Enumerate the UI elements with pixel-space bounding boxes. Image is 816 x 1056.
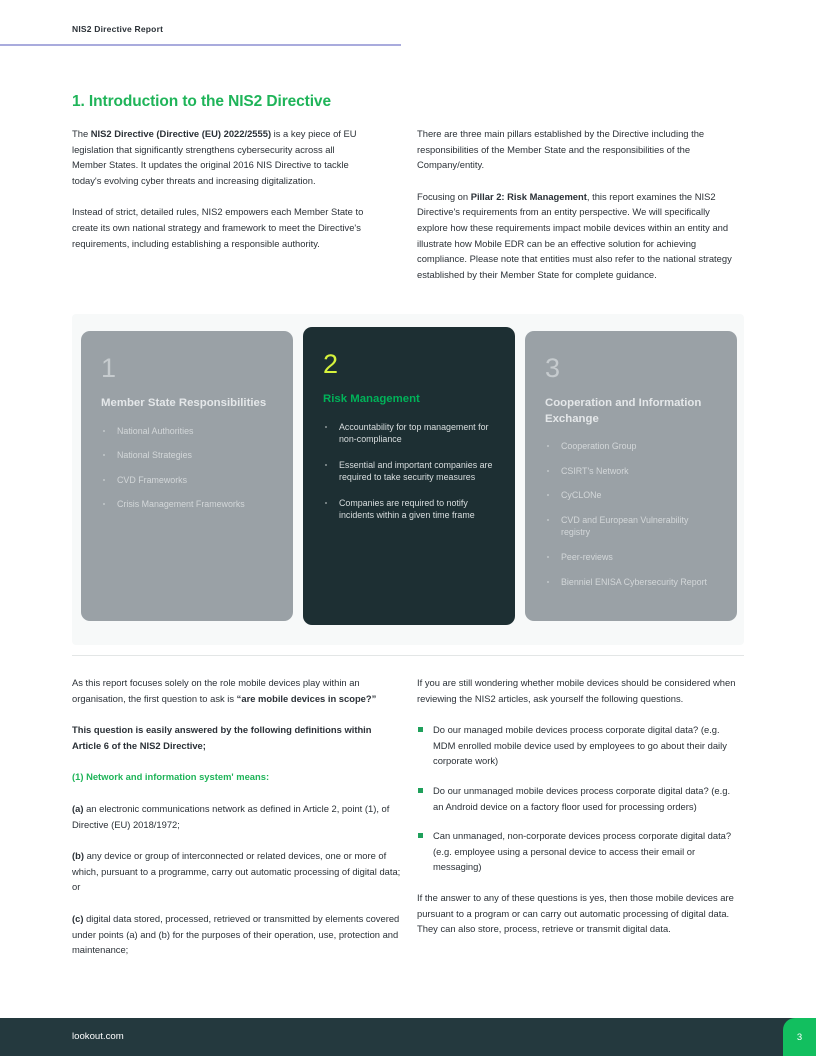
pillar-list-item-label: CSIRT's Network	[561, 465, 629, 476]
question-list-item	[417, 828, 739, 875]
bullet-dot-icon	[547, 519, 549, 521]
pillar-list-item	[101, 425, 273, 438]
paragraph	[72, 801, 402, 832]
bullet-dot-icon	[103, 454, 105, 456]
pillar-list-item-label: Companies are required to notify incidents within a given time frame	[339, 497, 475, 521]
pillar-list-item	[323, 459, 495, 484]
body-text: is a key piece of EU legislation that significantly strengthens cybersecurity across all Member States. It updates the original 2016 NIS Directive to tackle today's evolving cyber threats and increasing digitalization.	[72, 128, 357, 186]
bullet-dot-icon	[325, 464, 327, 466]
paragraph	[72, 204, 369, 251]
pillar-card-1	[81, 331, 293, 621]
body-text: , this report examines the NIS2 Directive's requirements from an entity perspective. We will specifically explore how these requirements impact mobile devices within an entity and illustrate how Mobile EDR can be an effective solution for achieving compliance. Please note that entities must also refer to the national strategy established by their Member State for complete guidance.	[417, 190, 732, 280]
bullet-dot-icon	[547, 445, 549, 447]
pillar-item-list	[323, 421, 495, 523]
pillar-list-item-label: Bienniel ENISA Cybersecurity Report	[561, 576, 708, 587]
paragraph	[72, 675, 402, 706]
bullet-dot-icon	[103, 430, 105, 432]
body-text: digital data stored, processed, retrieved or transmitted by elements covered under points (a) and (b) for the purposes of their operation, use, protection and maintenance;	[72, 912, 400, 956]
question-text: Do our unmanaged mobile devices process corporate digital data? (e.g. an Android device on a factory floor used for processing orders)	[433, 784, 731, 812]
bullet-dot-icon	[325, 502, 327, 504]
pillar-list-item-label: CyCLONe	[561, 490, 602, 501]
question-list-item	[417, 783, 739, 814]
pillar-item-list	[545, 440, 717, 588]
definitions-column	[72, 675, 402, 958]
bullet-square-icon	[418, 833, 423, 838]
pillar-list-item	[101, 474, 273, 487]
pillar-item-list	[101, 425, 273, 511]
page-footer	[0, 1018, 816, 1056]
pillar-title: Risk Management	[323, 393, 420, 405]
pillar-list-item-label: CVD and European Vulnerability registry	[561, 514, 689, 538]
pillar-list-item-label: Crisis Management Frameworks	[117, 499, 245, 510]
report-header-label: NIS2 Directive Report	[72, 24, 164, 34]
pillar-list-item-label: CVD Frameworks	[117, 474, 188, 485]
question-text: Do our managed mobile devices process corporate digital data? (e.g. MDM enrolled mobile device used by employees to go about their daily corporate work)	[433, 724, 727, 767]
pillar-list-item	[323, 497, 495, 522]
bullet-square-icon	[418, 727, 423, 732]
footer-site-label: lookout.com	[72, 1031, 124, 1042]
intro-left-column	[72, 126, 369, 251]
definition-heading: (1) Network and information system' means:	[72, 771, 270, 783]
bullet-square-icon	[418, 788, 423, 793]
pillar-list-item-label: Accountability for top management for non-compliance	[339, 421, 489, 445]
body-text: any device or group of interconnected or related devices, one or more of which, pursuant to a programme, carry out automatic processing of digital data; or	[72, 850, 401, 893]
body-text: Instead of strict, detailed rules, NIS2 empowers each Member State to create its own national strategy and framework to meet the Directive's requirements, including establishing a responsible authority.	[72, 206, 364, 249]
questions-list	[417, 722, 739, 875]
page-title: 1. Introduction to the NIS2 Directive	[72, 93, 331, 110]
pillars-band	[72, 314, 744, 645]
paragraph	[417, 126, 739, 173]
body-text: There are three main pillars established by the Directive including the responsibilities of the Member State and the responsibilities of the Company/entity.	[417, 128, 705, 171]
body-text: Focusing on	[417, 190, 471, 202]
paragraph	[72, 722, 402, 753]
pillar-number: 2	[323, 349, 339, 379]
pillar-list-item	[545, 465, 717, 478]
questions-column	[417, 675, 739, 937]
paragraph	[72, 126, 369, 188]
bullet-dot-icon	[547, 581, 549, 583]
bullet-dot-icon	[325, 426, 327, 428]
pillar-list-item	[545, 551, 717, 564]
emphasis-text: (a)	[72, 802, 84, 814]
intro-right-column	[417, 126, 739, 282]
pillar-list-item	[545, 514, 717, 539]
paragraph	[417, 189, 739, 283]
paragraph	[72, 848, 402, 895]
pillar-list-item	[323, 421, 495, 446]
pillar-list-item	[545, 489, 717, 502]
body-text: an electronic communications network as defined in Article 2, point (1), of Directive (EU) 2018/1972;	[72, 802, 390, 830]
question-list-item	[417, 722, 739, 769]
emphasis-text: (c)	[72, 912, 84, 924]
questions-intro-paragraph: If you are still wondering whether mobile devices should be considered when reviewing the NIS2 articles, ask yourself the following questions.	[417, 677, 736, 704]
pillar-list-item	[101, 498, 273, 511]
page-number-badge: 3	[783, 1018, 816, 1056]
pillar-list-item	[545, 576, 717, 589]
pillar-card-2	[303, 327, 515, 625]
emphasis-text: “are mobile devices in scope?”	[236, 692, 377, 704]
question-text: Can unmanaged, non-corporate devices process corporate digital data? (e.g. employee using a personal device to access their email or messaging)	[433, 830, 732, 873]
pillar-card-3	[525, 331, 737, 621]
pillar-number: 1	[101, 353, 117, 383]
pillar-list-item-label: National Authorities	[117, 425, 194, 436]
bullet-dot-icon	[547, 494, 549, 496]
emphasis-text: This question is easily answered by the following definitions within Article 6 of the NIS2 Directive;	[72, 724, 372, 751]
header-rule	[0, 44, 401, 46]
emphasis-text: Pillar 2: Risk Management	[470, 190, 587, 202]
paragraph	[72, 911, 402, 958]
pillar-list-item-label: Cooperation Group	[561, 441, 637, 451]
section-divider	[72, 655, 744, 656]
bullet-dot-icon	[103, 503, 105, 505]
emphasis-text: (b)	[72, 850, 84, 862]
pillar-list-item-label: Peer-reviews	[561, 551, 613, 562]
bullet-dot-icon	[547, 556, 549, 558]
questions-closing-paragraph: If the answer to any of these questions is yes, then those mobile devices are pursuant to a program or can carry out automatic processing of digital data. They can also store, process, retrieve or transmit digital data.	[417, 891, 734, 935]
pillar-list-item	[545, 440, 717, 453]
body-text: The	[72, 128, 91, 139]
body-text: As this report focuses solely on the role mobile devices play within an organisation, the first question to ask is	[72, 677, 360, 704]
page-header	[0, 0, 816, 46]
bullet-dot-icon	[547, 470, 549, 472]
emphasis-text: NIS2 Directive (Directive (EU) 2022/2555)	[90, 128, 272, 139]
pillar-title: Cooperation and Information Exchange	[545, 397, 702, 425]
bullet-dot-icon	[103, 479, 105, 481]
pillar-list-item-label: National Strategies	[117, 450, 192, 461]
pillar-number: 3	[545, 353, 561, 383]
pillar-list-item	[101, 449, 273, 462]
pillar-title: Member State Responsibilities	[101, 397, 267, 409]
pillar-list-item-label: Essential and important companies are required to take security measures	[339, 459, 493, 483]
